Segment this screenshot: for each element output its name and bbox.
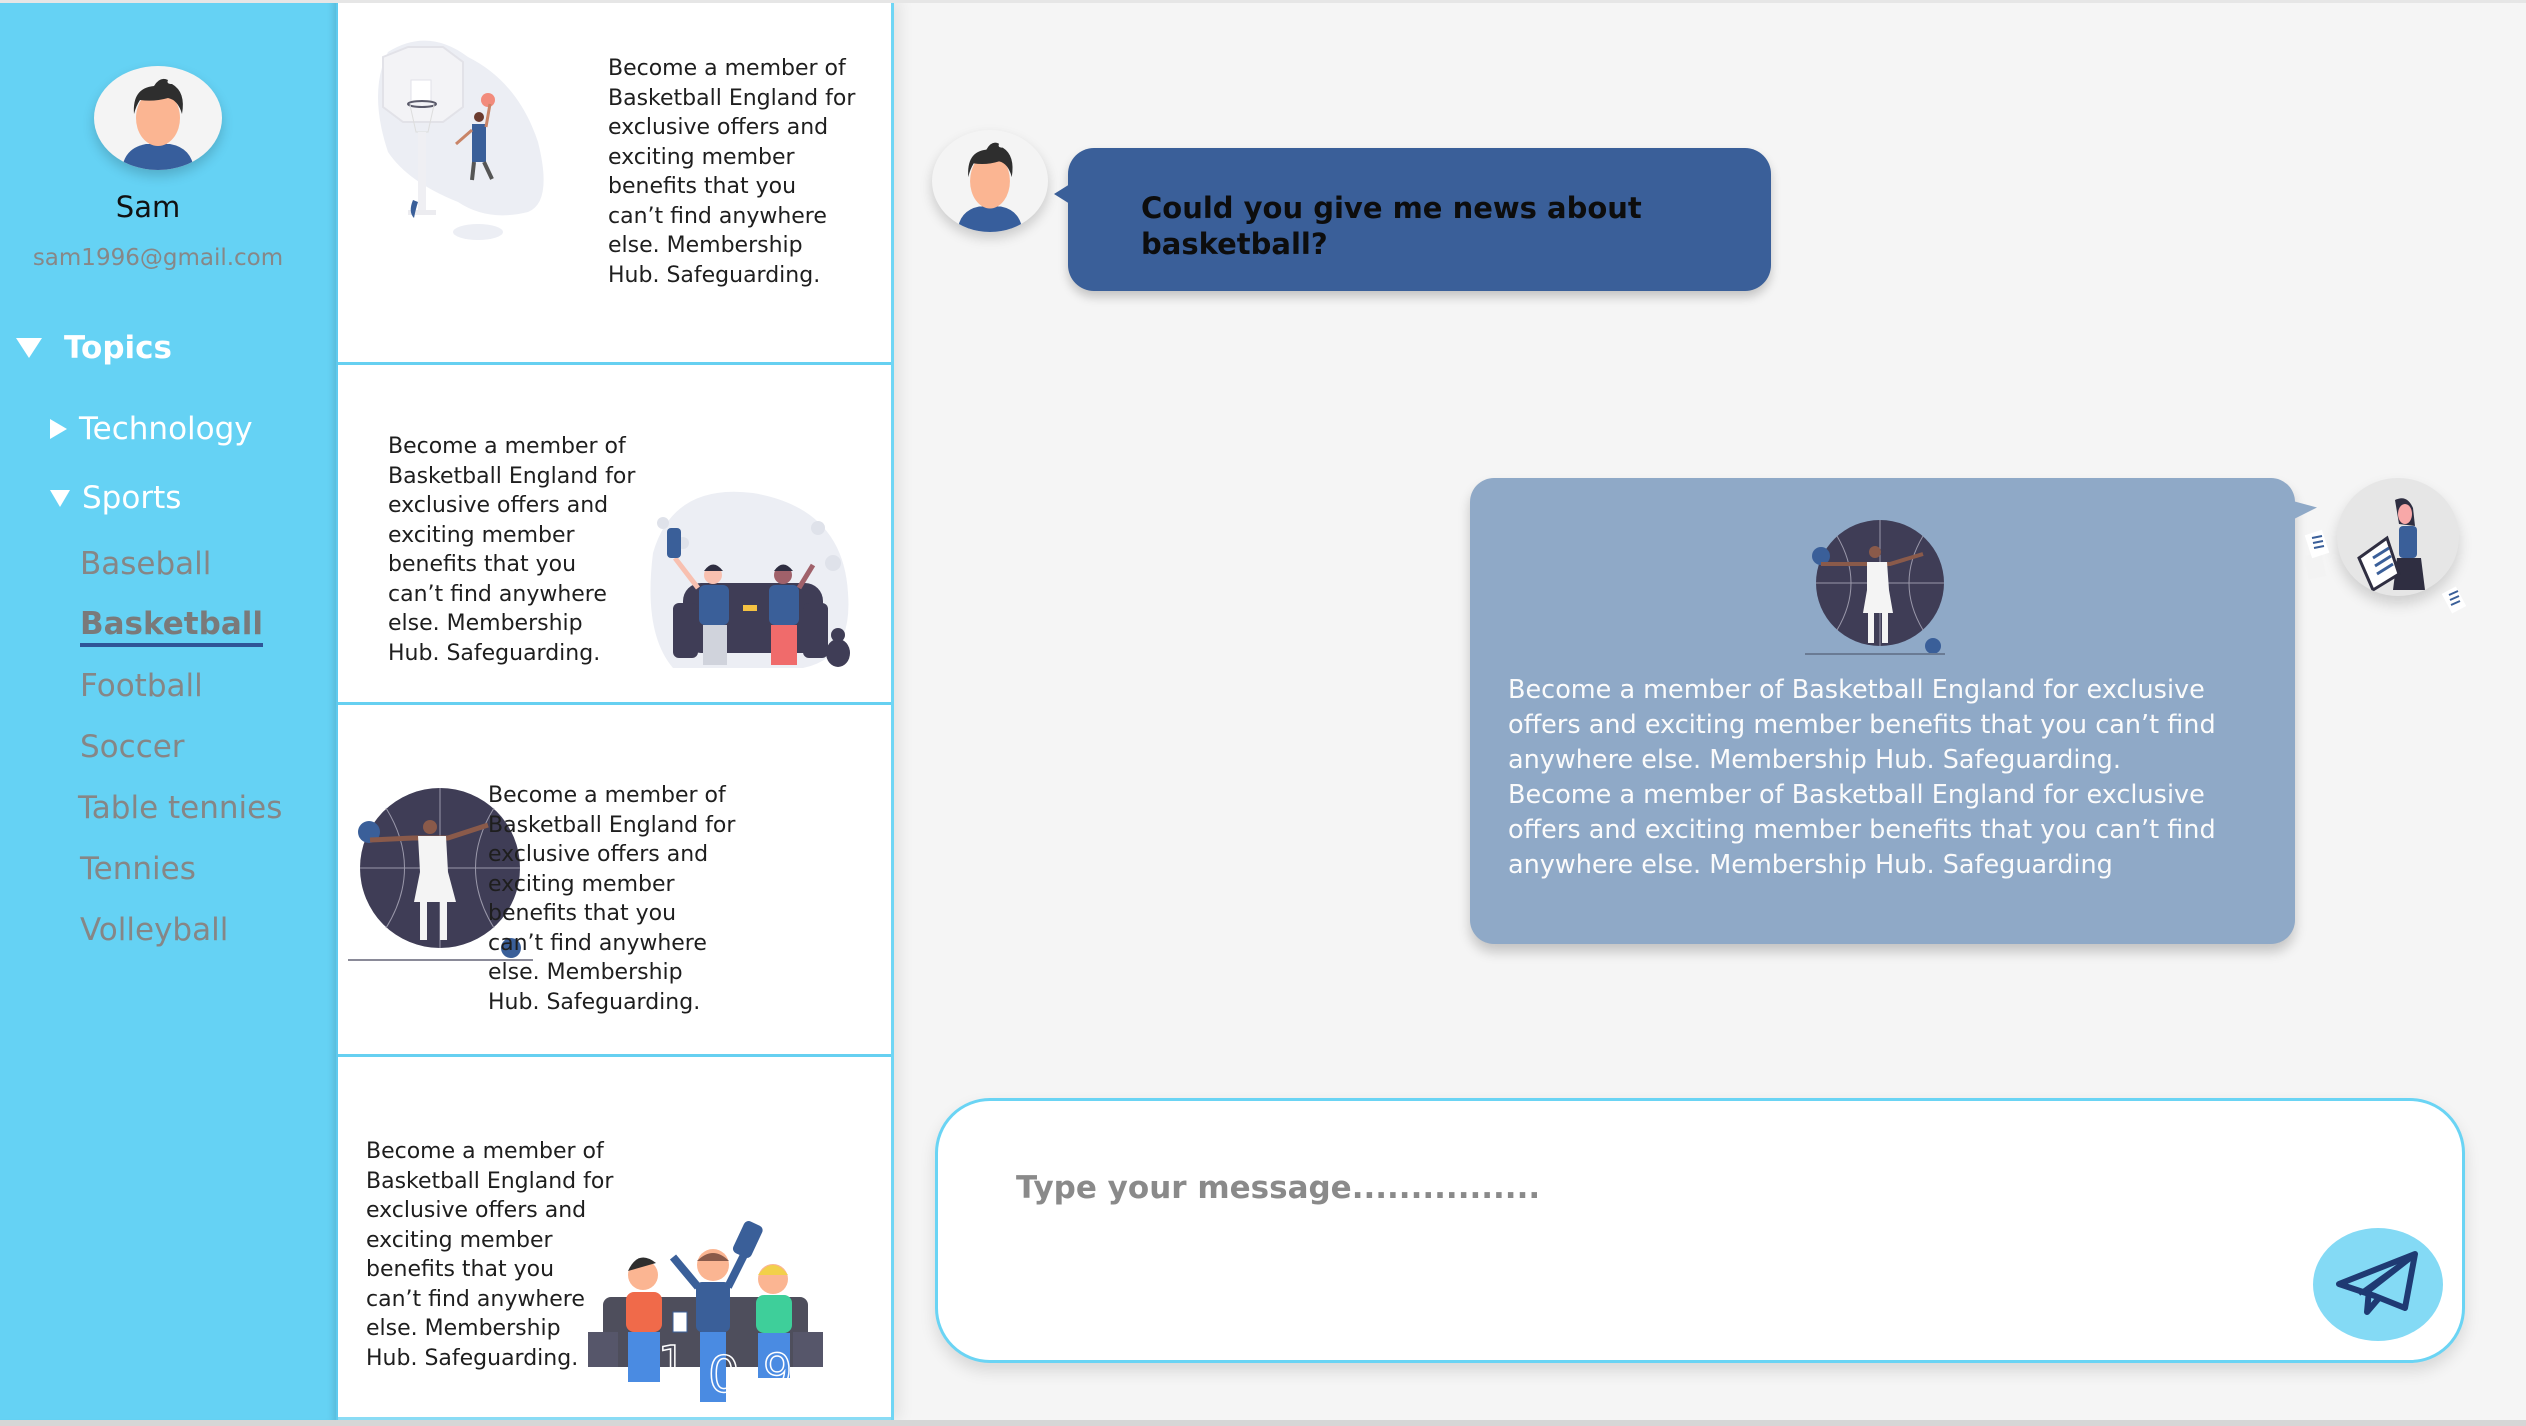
topic-table-tennies[interactable]: Table tennies [78, 790, 283, 826]
sidebar [0, 0, 336, 1420]
bubble-tail [1054, 184, 1070, 204]
bot-message-paragraph: Become a member of Basketball England for exclusive offers and exciting member benefits that you can’t find anywhere else. Membership Hub. Safeguarding. [1508, 675, 2216, 775]
news-card[interactable] [338, 1057, 891, 1420]
send-button[interactable] [2313, 1228, 2443, 1341]
tree-node-technology[interactable] [50, 411, 253, 447]
news-card[interactable] [338, 365, 891, 705]
topic-baseball[interactable]: Baseball [80, 546, 212, 582]
profile-email: sam1996@gmail.com [32, 245, 284, 271]
basketball-player-illustration-icon [1805, 518, 1955, 658]
topics-label: Topics [64, 330, 172, 366]
window-bottom-edge [0, 1420, 2526, 1426]
bot-message-text [1508, 673, 2268, 883]
topic-soccer[interactable]: Soccer [80, 729, 185, 765]
user-message-bubble [1068, 148, 1771, 291]
topic-football[interactable]: Football [80, 668, 203, 704]
bot-avatar [2337, 478, 2459, 596]
card-text: Become a member of Basketball England for exclusive offers and exciting member benefits that you can’t find anywhere else. Membership Hub. Safeguarding. [608, 56, 856, 288]
topic-volleyball[interactable]: Volleyball [80, 912, 229, 948]
user-avatar[interactable] [94, 66, 222, 170]
svg-text:1: 1 [658, 1337, 686, 1388]
topics-toggle[interactable] [16, 330, 172, 366]
caret-down-icon [16, 338, 42, 358]
tree-node-label: Technology [79, 411, 253, 447]
topic-tennies[interactable]: Tennies [80, 851, 196, 887]
person-avatar-icon [932, 130, 1048, 232]
profile-name: Sam [115, 190, 181, 224]
tree-node-sports[interactable] [50, 480, 181, 516]
card-text: Become a member of Basketball England for exclusive offers and exciting member benefits that you can’t find anywhere else. Membership Hub. Safeguarding. [388, 434, 636, 666]
assistant-woman-icon [2337, 478, 2459, 596]
caret-right-icon [50, 419, 67, 439]
svg-text:0: 0 [708, 1346, 740, 1404]
card-text: Become a member of Basketball England for exclusive offers and exciting member benefits that you can’t find anywhere else. Membership Hub. Safeguarding. [488, 783, 736, 1015]
bubble-tail [2291, 501, 2317, 528]
bot-message-bubble [1470, 478, 2295, 944]
fans-scoreboard-illustration-icon [588, 1217, 828, 1407]
card-text: Become a member of Basketball England for exclusive offers and exciting member benefits that you can’t find anywhere else. Membership Hub. Safeguarding. [366, 1139, 614, 1371]
floating-document-icon [2440, 585, 2470, 615]
user-message-text: Could you give me news about basketball? [1141, 191, 1642, 261]
news-card[interactable] [338, 705, 891, 1057]
user-message-avatar [932, 130, 1048, 232]
window-top-edge [0, 0, 2526, 3]
person-avatar-icon [94, 66, 222, 170]
paper-plane-icon [2335, 1250, 2421, 1320]
message-input[interactable] [1016, 1163, 2216, 1213]
topic-basketball[interactable]: Basketball [80, 605, 263, 647]
caret-down-icon [50, 490, 70, 507]
svg-text:9: 9 [763, 1344, 793, 1398]
message-composer [935, 1098, 2465, 1363]
tree-node-label: Sports [82, 480, 182, 516]
fans-on-couch-illustration-icon [643, 483, 873, 693]
basketball-dunk-illustration-icon [368, 32, 578, 242]
news-card-list [336, 0, 894, 1420]
bot-message-paragraph: Become a member of Basketball England for exclusive offers and exciting member benefits that you can’t find anywhere else. Membership Hub. Safeguarding [1508, 780, 2216, 880]
news-card[interactable] [338, 2, 891, 365]
floating-document-icon [2298, 528, 2336, 600]
